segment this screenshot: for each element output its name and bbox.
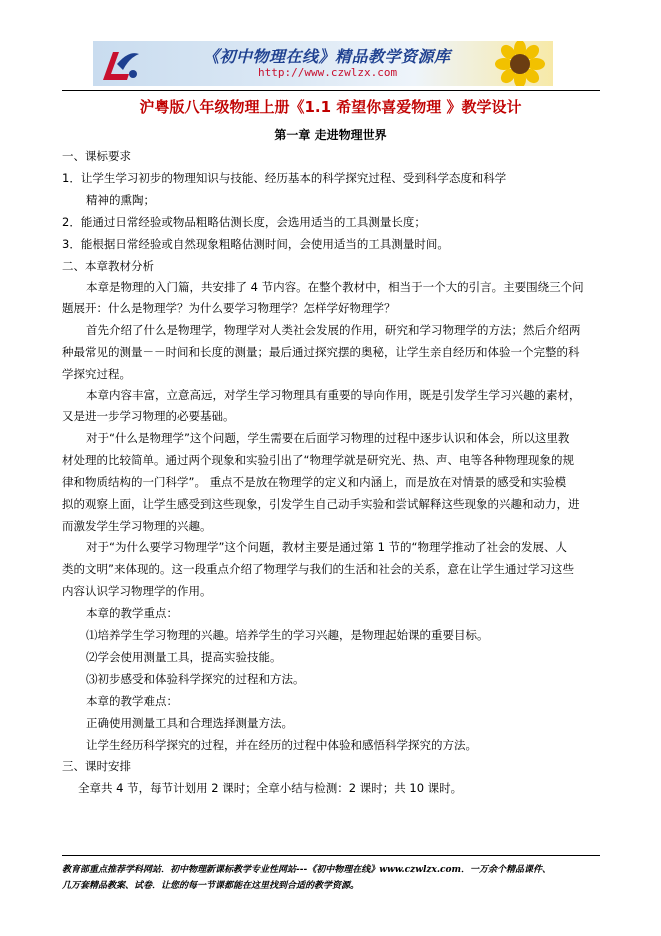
chapter-heading: 第一章 走进物理世界: [274, 128, 387, 142]
list-item: ⑴培养学生学习物理的兴趣。培养学生的学习兴趣，是物理起始课的重要目标。: [86, 628, 489, 642]
list-item: ⑵学会使用测量工具，提高实验技能。: [86, 650, 282, 664]
paragraph-line: 种最常见的测量－－时间和长度的测量；最后通过探究摆的奥秘，让学生亲自经历和体验一个完整的科: [62, 345, 580, 359]
section-heading: 一、课标要求: [62, 149, 131, 163]
header-rule: [62, 90, 600, 91]
paragraph-line: 本章内容丰富，立意高远，对学生学习物理具有重要的导向作用，既是引发学生学习兴趣的素材，: [86, 388, 581, 402]
paragraph-line: 题展开：什么是物理学？为什么要学习物理学？怎样学好物理学？: [62, 301, 396, 315]
paragraph-line: 正确使用测量工具和合理选择测量方法。: [86, 716, 293, 730]
list-item-continued: 精神的熏陶；: [86, 193, 155, 207]
paragraph-line: 拟的观察上面，让学生感受到这些现象，引发学生自己动手实验和尝试解释这些现象的兴趣和动力，进: [62, 497, 580, 511]
list-item: 3．能根据日常经验或自然现象粗略估测时间，会使用适当的工具测量时间。: [62, 237, 449, 251]
section-heading: 三、课时安排: [62, 759, 131, 773]
site-logo-icon: [99, 44, 143, 84]
footer-line: 几万套精品教案、试卷．让您的每一节课都能在这里找到合适的教学资源。: [62, 881, 360, 891]
subheading-key-points: 本章的教学重点：: [86, 606, 178, 620]
header-banner: [93, 41, 553, 86]
list-item: 2．能通过日常经验或物品粗略估测长度，会选用适当的工具测量长度；: [62, 215, 426, 229]
section-heading: 二、本章教材分析: [62, 259, 154, 273]
sunflower-icon: [488, 41, 553, 86]
list-item: ⑶初步感受和体验科学探究的过程和方法。: [86, 672, 305, 686]
paragraph-line: 对于“什么是物理学”这个问题，学生需要在后面学习物理的过程中逐步认识和体会，所以这里教: [86, 431, 570, 445]
paragraph-line: 又是进一步学习物理的必要基础。: [62, 409, 235, 423]
document-title: 沪粤版八年级物理上册《1.1 希望你喜爱物理 》教学设计: [139, 98, 522, 116]
banner-title: 《初中物理在线》精品教学资源库: [203, 47, 451, 66]
subheading-difficulties: 本章的教学难点：: [86, 694, 178, 708]
paragraph-line: 让学生经历科学探究的过程，并在经历的过程中体验和感悟科学探究的方法。: [86, 738, 477, 752]
paragraph-line: 材处理的比较简单。通过两个现象和实验引出了“物理学就是研究光、热、声、电等各种物理现象的规: [62, 453, 574, 467]
paragraph-line: 内容认识学习物理学的作用。: [62, 584, 212, 598]
paragraph-line: 类的文明”来体现的。这一段重点介绍了物理学与我们的生活和社会的关系，意在让学生通过学习这些: [62, 562, 574, 576]
footer-rule: [62, 855, 600, 856]
paragraph-line: 学探究过程。: [62, 367, 131, 381]
paragraph-line: 全章共 4 节，每节计划用 2 课时；全章小结与检测：2 课时；共 10 课时。: [78, 781, 463, 795]
banner-url: http://www.czwlzx.com: [258, 66, 398, 79]
paragraph-line: 首先介绍了什么是物理学，物理学对人类社会发展的作用，研究和学习物理学的方法；然后介绍两: [86, 323, 581, 337]
footer-line: 教育部重点推荐学科网站．初中物理新课标教学专业性网站---《初中物理在线》www.czwlzx.com．一万余个精品课件、: [62, 865, 552, 875]
paragraph-line: 对于“为什么要学习物理学”这个问题，教材主要是通过第 1 节的“物理学推动了社会的发展、人: [86, 540, 567, 554]
list-item: 1．让学生学习初步的物理知识与技能、经历基本的科学探究过程、受到科学态度和科学: [62, 171, 507, 185]
paragraph-line: 律和物质结构的一门科学”。 重点不是放在物理学的定义和内涵上，而是放在对情景的感受和实验模: [62, 475, 567, 489]
paragraph-line: 而激发学生学习物理的兴趣。: [62, 519, 212, 533]
paragraph-line: 本章是物理的入门篇，共安排了 4 节内容。在整个教材中，相当于一个大的引言。主要围绕三个问: [86, 280, 584, 294]
